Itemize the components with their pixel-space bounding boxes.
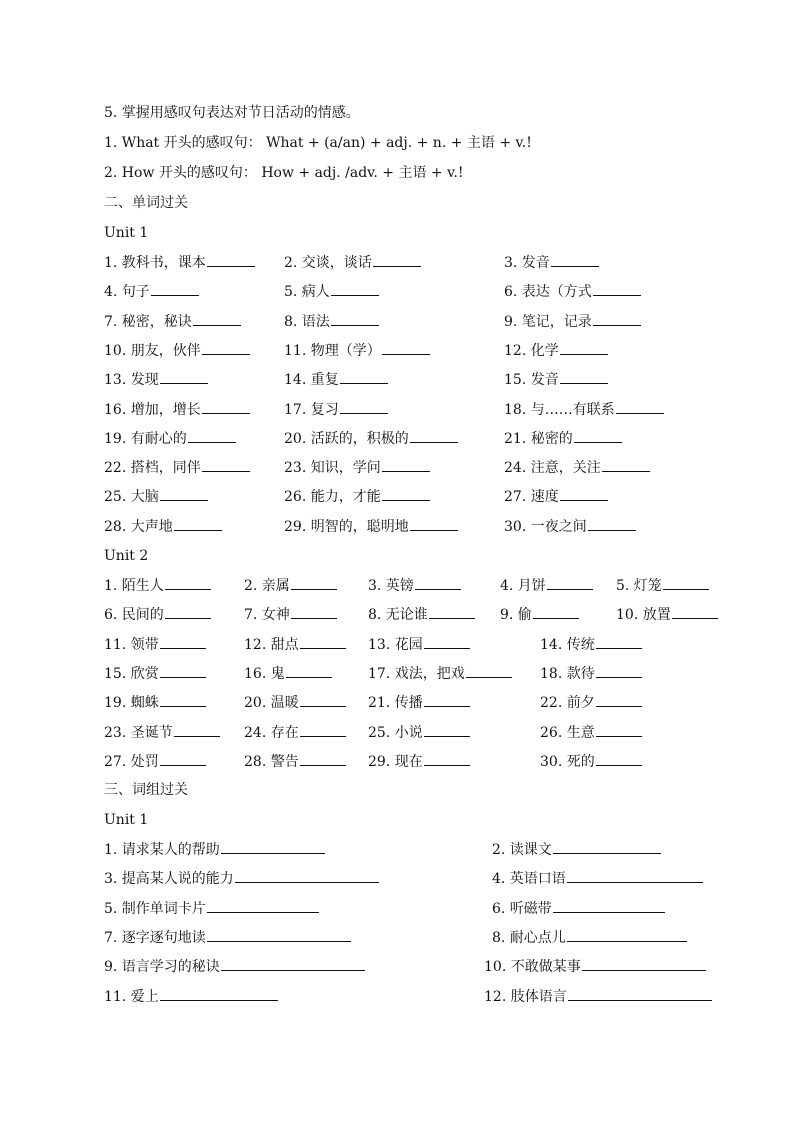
vocab-item (500, 604, 579, 624)
item-label: 16. 增加，增长 (104, 401, 201, 418)
answer-blank[interactable] (221, 956, 365, 971)
vocab-item (540, 692, 642, 712)
intro-line: 2. How 开头的感叹句： How + adj. /adv. + 主语 + v.! (104, 165, 464, 181)
item-label: 25. 小说 (368, 724, 423, 741)
answer-blank[interactable] (207, 252, 255, 267)
answer-blank[interactable] (300, 722, 346, 737)
vocab-item (244, 692, 346, 712)
item-label: 10. 朋友，伙伴 (104, 342, 201, 359)
item-label: 12. 甜点 (244, 636, 299, 653)
unit-label: Unit 1 (104, 225, 149, 241)
item-label: 3. 发音 (504, 255, 550, 271)
answer-blank[interactable] (331, 311, 379, 326)
answer-blank[interactable] (160, 634, 206, 649)
item-label: 13. 发现 (104, 372, 159, 389)
answer-blank[interactable] (331, 281, 379, 296)
answer-blank[interactable] (553, 898, 665, 913)
item-label: 8. 无论谁 (368, 607, 428, 624)
item-label: 5. 制作单词卡片 (104, 900, 206, 917)
vocab-item (284, 516, 458, 536)
item-label: 23. 知识，学问 (284, 460, 381, 477)
item-label: 21. 秘密的 (504, 430, 573, 447)
answer-blank[interactable] (382, 457, 430, 472)
vocab-item (104, 516, 222, 536)
answer-blank[interactable] (202, 399, 250, 414)
intro-line: 1. What 开头的感叹句： What + (a/an) + adj. + n. + 主语 + v.! (104, 135, 532, 151)
item-label: 2. 交谈，谈话 (284, 255, 372, 271)
answer-blank[interactable] (202, 457, 250, 472)
vocab-item (504, 486, 608, 506)
vocab-item (368, 634, 470, 654)
item-label: 17. 复习 (284, 401, 339, 418)
vocab-item (500, 575, 593, 595)
answer-blank[interactable] (160, 663, 206, 678)
unit-label: Unit 1 (104, 812, 149, 828)
answer-blank[interactable] (221, 839, 325, 854)
answer-blank[interactable] (207, 898, 319, 913)
vocab-item (104, 634, 206, 654)
item-label: 6. 表达（方式 (504, 284, 592, 301)
section-title: 二、单词过关 (104, 195, 188, 211)
phrase-item (104, 956, 365, 976)
phrase-item (492, 927, 687, 947)
vocab-item (104, 399, 250, 419)
answer-blank[interactable] (596, 692, 642, 707)
answer-blank[interactable] (151, 281, 199, 296)
vocab-item (104, 486, 208, 506)
item-label: 3. 英镑 (368, 578, 414, 594)
vocab-item (104, 428, 236, 448)
vocab-item (616, 575, 709, 595)
vocab-item (616, 604, 718, 624)
answer-blank[interactable] (373, 252, 421, 267)
answer-blank[interactable] (193, 311, 241, 326)
vocab-item (504, 516, 636, 536)
vocab-item (104, 281, 199, 301)
vocab-item (284, 340, 430, 360)
vocab-item (104, 751, 206, 771)
answer-blank[interactable] (291, 575, 337, 590)
item-label: 18. 款待 (540, 665, 595, 682)
vocab-item (244, 604, 337, 624)
item-label: 23. 圣诞节 (104, 724, 173, 741)
item-label: 3. 提高某人说的能力 (104, 871, 234, 888)
phrase-item (492, 898, 665, 918)
vocab-item (104, 722, 220, 742)
item-label: 8. 语法 (284, 313, 330, 330)
item-label: 4. 句子 (104, 284, 150, 301)
item-label: 26. 能力，才能 (284, 489, 381, 506)
vocab-item (540, 751, 642, 771)
item-label: 28. 警告 (244, 753, 299, 770)
item-label: 14. 传统 (540, 636, 595, 653)
vocab-item (368, 604, 475, 624)
item-label: 30. 一夜之间 (504, 518, 587, 535)
item-label: 10. 放置 (616, 607, 671, 624)
answer-blank[interactable] (560, 340, 608, 355)
item-label: 28. 大声地 (104, 518, 173, 535)
answer-blank[interactable] (202, 340, 250, 355)
answer-blank[interactable] (300, 634, 346, 649)
answer-blank[interactable] (165, 604, 211, 619)
phrase-item (104, 927, 351, 947)
item-label: 20. 温暖 (244, 695, 299, 712)
vocab-item (284, 369, 388, 389)
answer-blank[interactable] (593, 311, 641, 326)
phrase-item (104, 898, 319, 918)
vocab-item (284, 486, 430, 506)
phrase-item (104, 839, 325, 859)
answer-blank[interactable] (567, 868, 703, 883)
item-label: 6. 听磁带 (492, 900, 552, 917)
answer-blank[interactable] (596, 663, 642, 678)
answer-blank[interactable] (582, 956, 706, 971)
answer-blank[interactable] (429, 604, 475, 619)
item-label: 15. 欣赏 (104, 665, 159, 682)
phrase-item (492, 868, 703, 888)
item-label: 29. 明智的，聪明地 (284, 518, 409, 535)
answer-blank[interactable] (300, 692, 346, 707)
item-label: 6. 民间的 (104, 607, 164, 624)
vocab-item (104, 692, 206, 712)
item-label: 4. 月饼 (500, 578, 546, 594)
item-label: 7. 逐字逐句地读 (104, 929, 206, 946)
answer-blank[interactable] (424, 751, 470, 766)
vocab-item (368, 692, 470, 712)
answer-blank[interactable] (286, 663, 332, 678)
answer-blank[interactable] (382, 486, 430, 501)
answer-blank[interactable] (424, 692, 470, 707)
answer-blank[interactable] (291, 604, 337, 619)
answer-blank[interactable] (553, 839, 661, 854)
item-label: 19. 蜘蛛 (104, 695, 159, 712)
phrase-item (104, 986, 278, 1006)
answer-blank[interactable] (165, 575, 211, 590)
vocab-item (504, 369, 608, 389)
answer-blank[interactable] (410, 428, 458, 443)
item-label: 13. 花园 (368, 636, 423, 653)
answer-blank[interactable] (602, 457, 650, 472)
answer-blank[interactable] (174, 516, 222, 531)
item-label: 18. 与……有联系 (504, 401, 615, 418)
item-label: 12. 肢体语言 (484, 988, 567, 1005)
item-label: 9. 笔记，记录 (504, 313, 592, 330)
vocab-item (284, 428, 458, 448)
item-label: 7. 秘密，秘诀 (104, 313, 192, 330)
answer-blank[interactable] (596, 751, 642, 766)
item-label: 30. 死的 (540, 753, 595, 770)
item-label: 25. 大脑 (104, 489, 159, 506)
vocab-item (244, 751, 346, 771)
answer-blank[interactable] (533, 604, 579, 619)
item-label: 24. 存在 (244, 724, 299, 741)
vocab-item (504, 281, 641, 301)
answer-blank[interactable] (340, 399, 388, 414)
vocab-item (284, 311, 379, 331)
intro-line: 5. 掌握用感叹句表达对节日活动的情感。 (104, 105, 360, 121)
answer-blank[interactable] (560, 486, 608, 501)
vocab-item (104, 457, 250, 477)
item-label: 22. 前夕 (540, 695, 595, 712)
answer-blank[interactable] (672, 604, 718, 619)
item-label: 17. 戏法，把戏 (368, 665, 465, 682)
vocab-item (104, 369, 208, 389)
answer-blank[interactable] (160, 692, 206, 707)
item-label: 1. 陌生人 (104, 578, 164, 594)
vocab-item (368, 575, 461, 595)
item-label: 1. 请求某人的帮助 (104, 842, 220, 858)
vocab-item (368, 663, 512, 683)
phrase-item (484, 986, 712, 1006)
item-label: 4. 英语口语 (492, 871, 566, 888)
item-label: 14. 重复 (284, 372, 339, 389)
item-label: 5. 灯笼 (616, 578, 662, 594)
item-label: 2. 读课文 (492, 842, 552, 858)
answer-blank[interactable] (424, 722, 470, 737)
item-label: 16. 鬼 (244, 665, 285, 682)
answer-blank[interactable] (596, 722, 642, 737)
item-label: 11. 物理（学） (284, 342, 381, 359)
answer-blank[interactable] (300, 751, 346, 766)
item-label: 29. 现在 (368, 753, 423, 770)
item-label: 27. 处罚 (104, 753, 159, 770)
answer-blank[interactable] (551, 252, 599, 267)
section-title: 三、词组过关 (104, 782, 188, 798)
vocab-item (104, 340, 250, 360)
vocab-item (504, 311, 641, 331)
answer-blank[interactable] (235, 868, 379, 883)
unit-label: Unit 2 (104, 548, 149, 564)
answer-blank[interactable] (188, 428, 236, 443)
item-label: 11. 领带 (104, 636, 159, 653)
item-label: 7. 女神 (244, 607, 290, 624)
vocab-item (284, 457, 430, 477)
item-label: 1. 教科书，课本 (104, 255, 206, 271)
vocab-item (104, 575, 211, 595)
answer-blank[interactable] (207, 927, 351, 942)
item-label: 10. 不敢做某事 (484, 959, 581, 976)
vocab-item (540, 722, 642, 742)
item-label: 9. 语言学习的秘诀 (104, 959, 220, 976)
item-label: 22. 搭档，同伴 (104, 460, 201, 477)
answer-blank[interactable] (160, 986, 278, 1001)
vocab-item (504, 252, 599, 272)
answer-blank[interactable] (174, 722, 220, 737)
answer-blank[interactable] (616, 399, 664, 414)
item-label: 27. 速度 (504, 489, 559, 506)
answer-blank[interactable] (547, 575, 593, 590)
answer-blank[interactable] (410, 516, 458, 531)
vocab-item (104, 663, 206, 683)
vocab-item (504, 428, 622, 448)
vocab-item (540, 663, 642, 683)
vocab-item (504, 340, 608, 360)
vocab-item (368, 751, 470, 771)
phrase-item (104, 868, 379, 888)
vocab-item (504, 457, 650, 477)
answer-blank[interactable] (424, 634, 470, 649)
item-label: 15. 发音 (504, 372, 559, 389)
answer-blank[interactable] (663, 575, 709, 590)
vocab-item (244, 663, 332, 683)
item-label: 9. 偷 (500, 607, 532, 624)
answer-blank[interactable] (415, 575, 461, 590)
vocab-item (284, 281, 379, 301)
vocab-item (244, 575, 337, 595)
vocab-item (284, 252, 421, 272)
item-label: 19. 有耐心的 (104, 430, 187, 447)
phrase-item (492, 839, 661, 859)
answer-blank[interactable] (382, 340, 430, 355)
answer-blank[interactable] (160, 369, 208, 384)
vocab-item (504, 399, 664, 419)
vocab-item (104, 252, 255, 272)
answer-blank[interactable] (466, 663, 512, 678)
answer-blank[interactable] (596, 634, 642, 649)
answer-blank[interactable] (340, 369, 388, 384)
item-label: 12. 化学 (504, 342, 559, 359)
item-label: 11. 爱上 (104, 988, 159, 1005)
vocab-item (244, 634, 346, 654)
answer-blank[interactable] (567, 927, 687, 942)
item-label: 24. 注意，关注 (504, 460, 601, 477)
item-label: 20. 活跃的，积极的 (284, 430, 409, 447)
vocab-item (244, 722, 346, 742)
answer-blank[interactable] (160, 486, 208, 501)
item-label: 8. 耐心点儿 (492, 929, 566, 946)
item-label: 5. 病人 (284, 284, 330, 301)
vocab-item (104, 604, 211, 624)
item-label: 2. 亲属 (244, 578, 290, 594)
answer-blank[interactable] (593, 281, 641, 296)
answer-blank[interactable] (588, 516, 636, 531)
vocab-item (540, 634, 642, 654)
answer-blank[interactable] (560, 369, 608, 384)
phrase-item (484, 956, 706, 976)
answer-blank[interactable] (160, 751, 206, 766)
vocab-item (104, 311, 241, 331)
item-label: 21. 传播 (368, 695, 423, 712)
answer-blank[interactable] (568, 986, 712, 1001)
vocab-item (368, 722, 470, 742)
item-label: 26. 生意 (540, 724, 595, 741)
answer-blank[interactable] (574, 428, 622, 443)
vocab-item (284, 399, 388, 419)
